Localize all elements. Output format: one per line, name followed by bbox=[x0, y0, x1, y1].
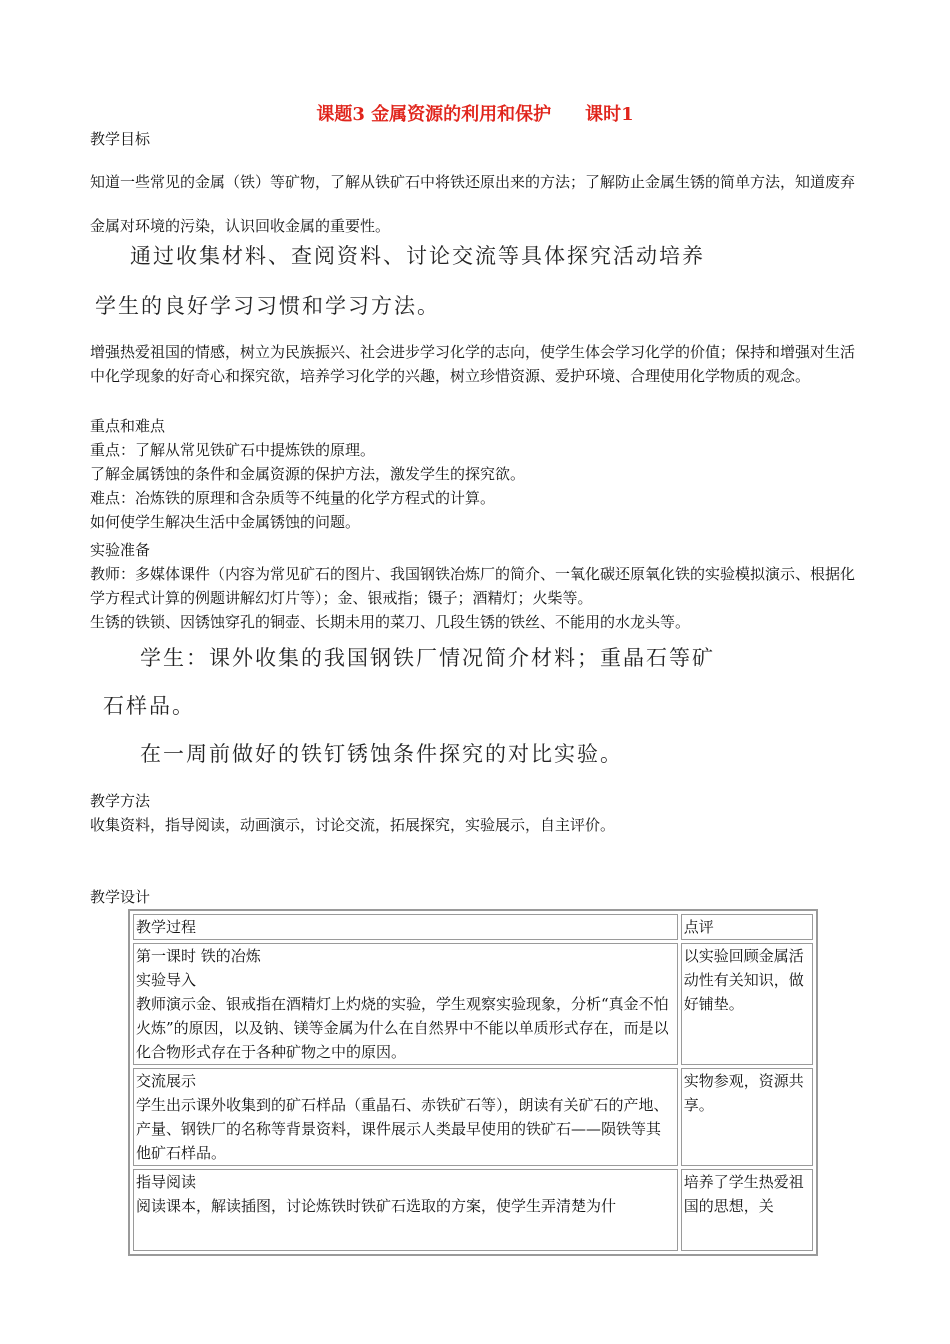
methods-heading: 教学方法 bbox=[90, 792, 151, 810]
comment-text: 实物参观，资源共享。 bbox=[683, 1072, 804, 1114]
process-cell bbox=[133, 943, 678, 1065]
key-point-2: 了解金属锈蚀的条件和金属资源的保护方法，激发学生的探究欲。 bbox=[90, 465, 526, 483]
prep-handwritten-1: 学生：课外收集的我国钢铁厂情况简介材料；重晶石等矿 bbox=[140, 646, 715, 670]
process-line: 交流展示 bbox=[136, 1072, 197, 1090]
difficulty-2: 如何使学生解决生活中金属锈蚀的问题。 bbox=[90, 513, 361, 531]
comment-cell bbox=[681, 1169, 813, 1251]
process-line: 教师演示金、银戒指在酒精灯上灼烧的实验，学生观察实验现象，分析“真金不怕火炼”的原因，以及钠、镁等金属为什么在自然界中不能以单质形式存在，而是以化合物形式存在于各种矿物之中的原因。 bbox=[136, 995, 669, 1061]
process-line: 阅读课本，解读插图，讨论炼铁时铁矿石选取的方案，使学生弄清楚为什 bbox=[136, 1197, 617, 1215]
goals-paragraph-1: 知道一些常见的金属（铁）等矿物，了解从铁矿石中将铁还原出来的方法；了解防止金属生锈的简单方法，知道废弃金属对环境的污染，认识回收金属的重要性。 bbox=[90, 173, 856, 235]
prep-items: 生锈的铁锁、因锈蚀穿孔的铜壶、长期未用的菜刀、几段生锈的铁丝、不能用的水龙头等。 bbox=[90, 613, 691, 631]
key-point-1: 重点：了解从常见铁矿石中提炼铁的原理。 bbox=[90, 441, 376, 459]
process-line: 指导阅读 bbox=[136, 1173, 197, 1191]
process-line: 第一课时 铁的冶炼 bbox=[136, 947, 261, 965]
comment-text: 以实验回顾金属活动性有关知识，做好铺垫。 bbox=[683, 947, 804, 1013]
key-points-heading: 重点和难点 bbox=[90, 417, 166, 435]
table-row bbox=[133, 943, 813, 1065]
process-line: 实验导入 bbox=[136, 971, 197, 989]
document-title bbox=[0, 100, 950, 126]
difficulty-1: 难点：冶炼铁的原理和含杂质等不纯量的化学方程式的计算。 bbox=[90, 489, 496, 507]
goals-heading: 教学目标 bbox=[90, 130, 151, 148]
title-main: 课题3 金属资源的利用和保护 bbox=[316, 104, 552, 125]
methods-text: 收集资料，指导阅读，动画演示，讨论交流，拓展探究，实验展示，自主评价。 bbox=[90, 816, 616, 834]
prep-handwritten-3: 在一周前做好的铁钉锈蚀条件探究的对比实验。 bbox=[140, 742, 623, 766]
process-line: 学生出示课外收集到的矿石样品（重晶石、赤铁矿石等），朗读有关矿石的产地、产量、钢铁厂的名称等背景资料，课件展示人类最早使用的铁矿石——陨铁等其他矿石样品。 bbox=[136, 1096, 669, 1162]
title-lesson: 课时1 bbox=[585, 104, 634, 125]
prep-handwritten-2: 石样品。 bbox=[103, 694, 195, 718]
design-heading: 教学设计 bbox=[90, 888, 151, 906]
comment-text: 培养了学生热爱祖国的思想，关 bbox=[683, 1173, 804, 1215]
goals-handwritten-1: 通过收集材料、查阅资料、讨论交流等具体探究活动培养 bbox=[130, 244, 705, 268]
header-comment: 点评 bbox=[681, 914, 813, 940]
goals-handwritten-2: 学生的良好学习习惯和学习方法。 bbox=[95, 294, 440, 318]
comment-cell bbox=[681, 1068, 813, 1166]
comment-cell bbox=[681, 943, 813, 1065]
table-header-row bbox=[133, 914, 813, 940]
header-process: 教学过程 bbox=[133, 914, 678, 940]
goals-paragraph-2: 增强热爱祖国的情感，树立为民族振兴、社会进步学习化学的志向，使学生体会学习化学的价值；保持和增强对生活中化学现象的好奇心和探究欲，培养学习化学的兴趣，树立珍惜资源、爱护环境、合理使用化学物质的观念。 bbox=[90, 343, 856, 385]
prep-heading: 实验准备 bbox=[90, 541, 151, 559]
table-row bbox=[133, 1068, 813, 1166]
prep-teacher: 教师：多媒体课件（内容为常见矿石的图片、我国钢铁冶炼厂的简介、一氧化碳还原氧化铁的实验模拟演示、根据化学方程式计算的例题讲解幻灯片等）；金、银戒指；镊子；酒精灯；火柴等。 bbox=[90, 565, 856, 607]
teaching-design-table bbox=[128, 909, 818, 1256]
process-cell bbox=[133, 1068, 678, 1166]
table-row bbox=[133, 1169, 813, 1251]
process-cell bbox=[133, 1169, 678, 1251]
